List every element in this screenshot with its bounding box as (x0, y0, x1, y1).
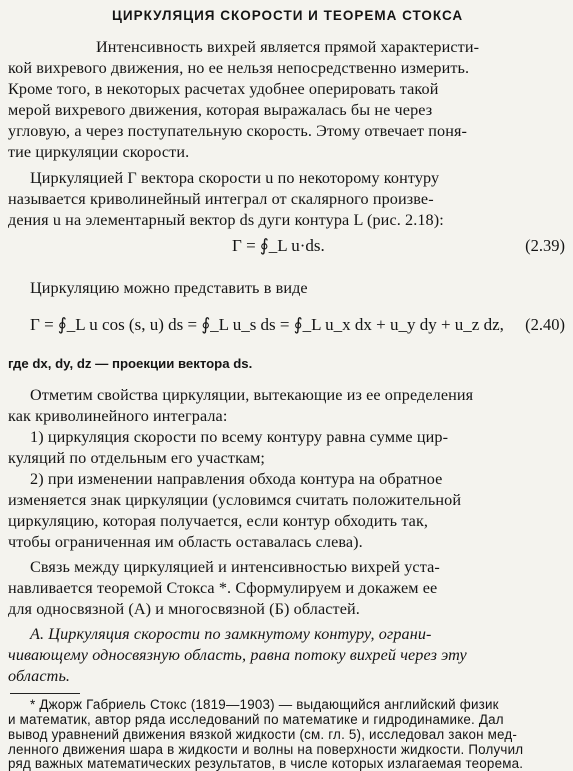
intro-line-3: Кроме того, в некоторых расчетах удобнее оперировать такой (8, 80, 439, 98)
footnote-line-5: ряд важных математических результатов, в числе которых излагаемая теорема. (8, 756, 524, 771)
intro-line-4: мерой вихревого движения, которая выражалась бы не через (8, 101, 433, 119)
theorem-line-1: А. Циркуляция скорости по замкнутому контуру, ограни- (30, 625, 432, 643)
properties-line-1: Отметим свойства циркуляции, вытекающие из ее определения (30, 386, 474, 404)
equation-number-2-40: (2.40) (525, 315, 565, 334)
equation-number-2-39: (2.39) (525, 236, 565, 255)
represent-line: Циркуляцию можно представить в виде (30, 279, 308, 297)
footnote-line-1: * Джорж Габриель Стокс (1819—1903) — выдающийся английский физик (30, 697, 499, 712)
footnote-line-2: и математик, автор ряда исследований по математике и гидродинамике. Дал (8, 712, 504, 727)
properties-line-7: циркуляцию, которая получается, если контур обходить так, (8, 512, 429, 530)
footnote-line-4: ленного движения шара в жидкости и волны на поверхности жидкости. Получил (8, 742, 524, 757)
intro-line-2: кой вихревого движения, но ее нельзя непосредственно измерить. (8, 59, 470, 77)
properties-line-5: 2) при изменении направления обхода контура на обратное (30, 470, 443, 488)
footnote-divider (10, 693, 80, 694)
definition-line-3: дения u на элементарный вектор ds дуги контура L (рис. 2.18): (8, 211, 444, 229)
equation-2-40: Г = ∮_L u cos (s, u) ds = ∮_L u_s ds = ∮_L u_x dx + u_y dy + u_z dz, (30, 315, 504, 334)
equation-2-39: Г = ∮_L u·ds. (232, 236, 325, 255)
definition-line-1: Циркуляцией Г вектора скорости u по некоторому контуру (30, 169, 440, 187)
properties-line-9: Связь между циркуляцией и интенсивностью вихрей уста- (30, 558, 440, 576)
properties-line-8: чтобы ограниченная им область оставалась слева). (8, 533, 363, 551)
properties-line-10: навливается теоремой Стокса *. Сформулируем и докажем ее (8, 579, 438, 597)
definition-line-2: называется криволинейный интеграл от скалярного произве- (8, 190, 434, 208)
theorem-line-2: чивающему односвязную область, равна потоку вихрей через эту (8, 646, 467, 664)
theorem-line-3: область. (8, 667, 71, 685)
intro-line-1: Интенсивность вихрей является прямой характеристи- (96, 38, 480, 56)
properties-line-2: как криволинейного интеграла: (8, 407, 228, 425)
properties-line-3: 1) циркуляция скорости по всему контуру равна сумме цир- (30, 428, 449, 446)
section-title: ЦИРКУЛЯЦИЯ СКОРОСТИ И ТЕОРЕМА СТОКСА (112, 8, 464, 23)
properties-line-11: для односвязной (А) и многосвязной (Б) областей. (8, 600, 360, 618)
intro-line-5: угловую, а через поступательную скорость. Этому отвечает поня- (8, 122, 468, 140)
intro-line-6: тие циркуляции скорости. (8, 143, 190, 161)
footnote-line-3: вывод уравнений движения вязкой жидкости (см. гл. 5), исследовал закон мед- (8, 727, 518, 742)
properties-line-6: изменяется знак циркуляции (условимся считать положительной (8, 491, 462, 509)
projections-note: где dx, dy, dz — проекции вектора ds. (8, 356, 253, 371)
properties-line-4: куляций по отдельным его участкам; (8, 449, 266, 467)
